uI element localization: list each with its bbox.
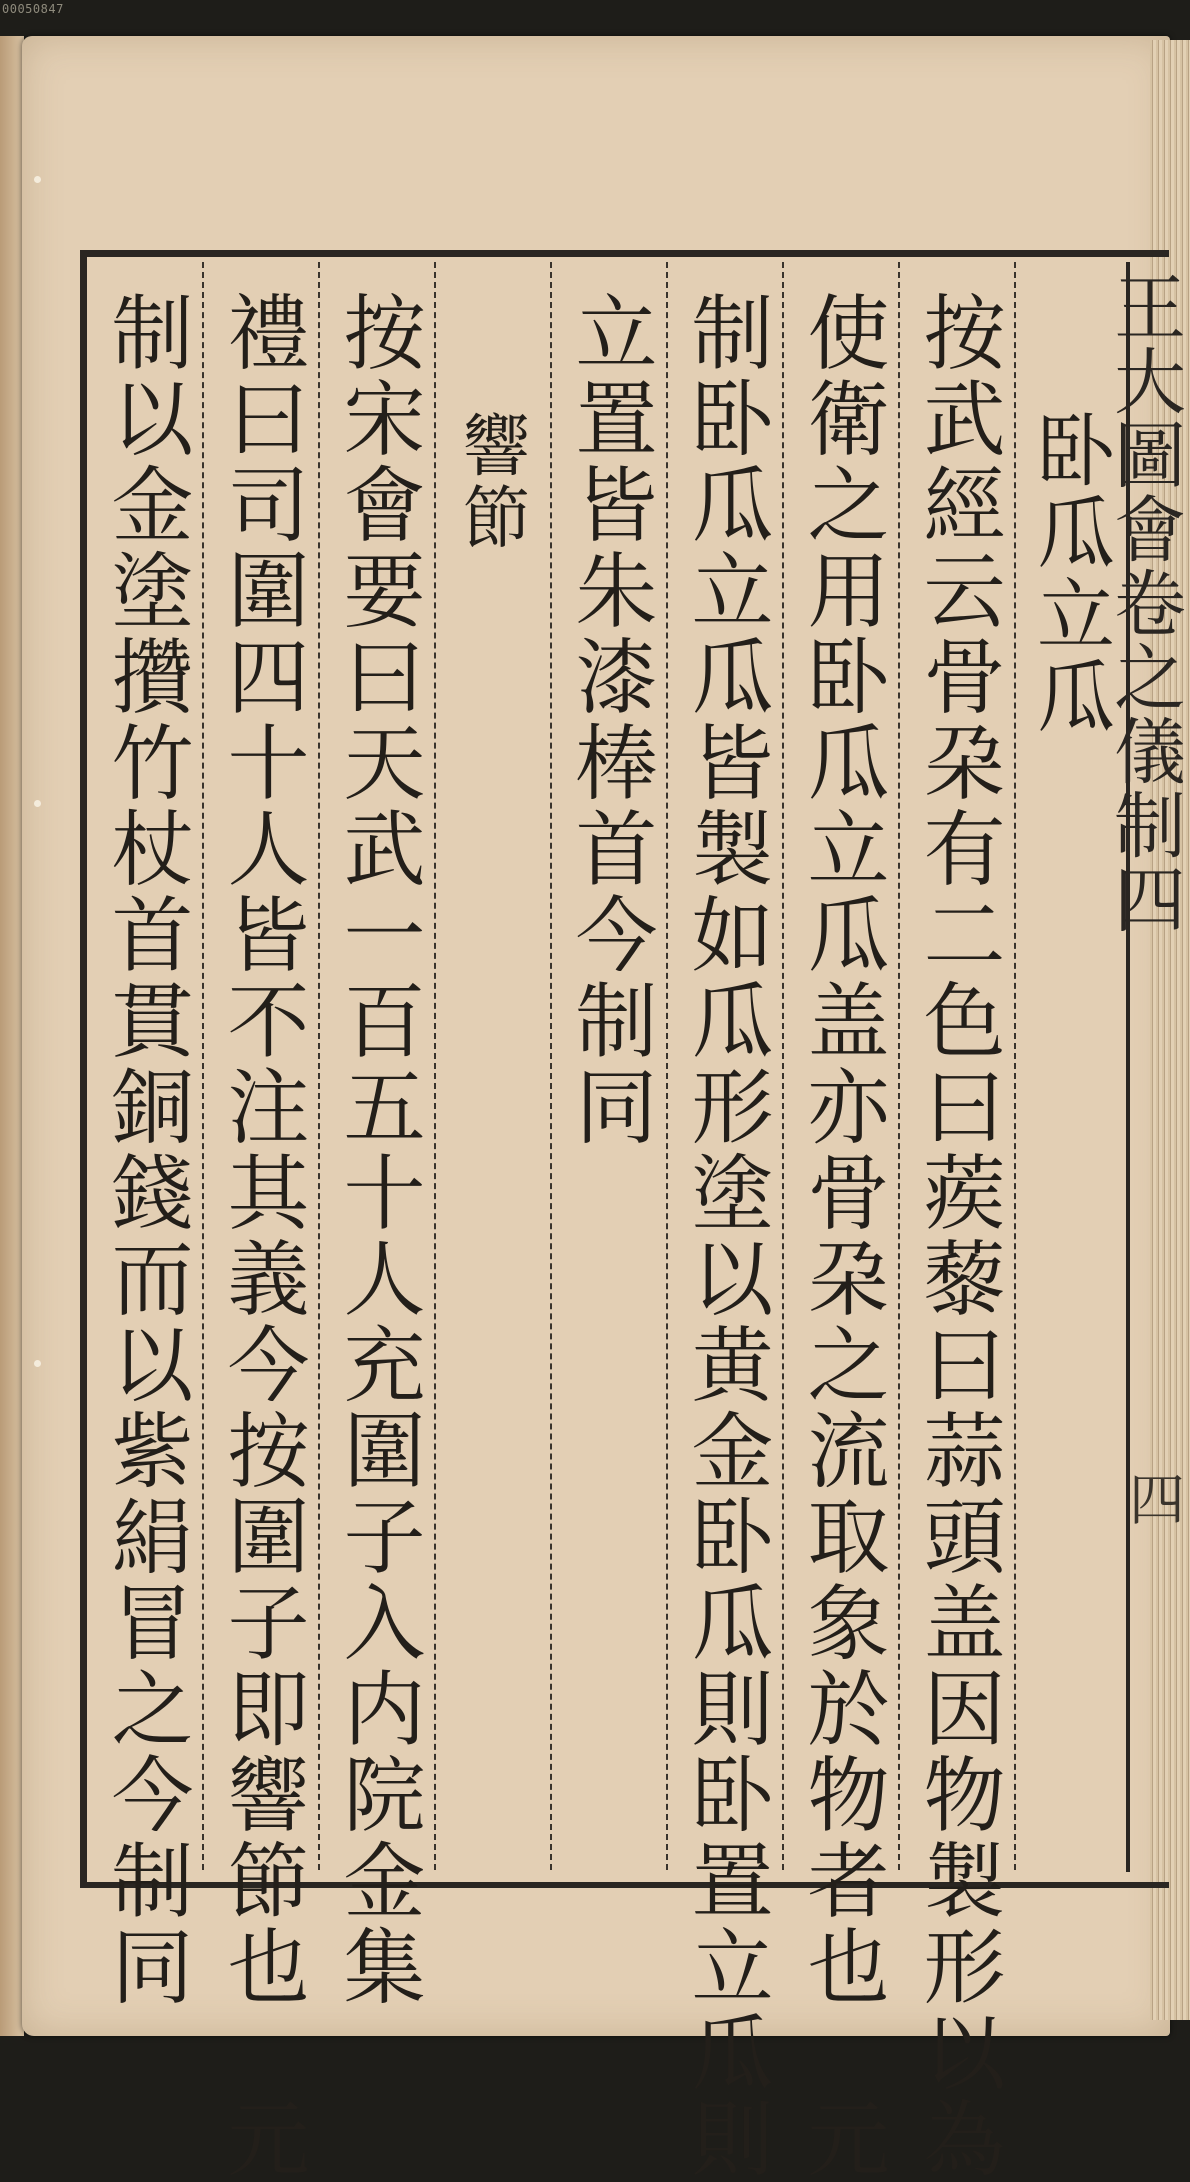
column-rule (1014, 262, 1016, 1870)
left-thick-border (80, 250, 86, 1875)
binding-hole (34, 800, 41, 807)
scan-id-label: 00050847 (2, 2, 64, 16)
column-5-note: 今制同 (562, 892, 657, 1150)
binding-hole (34, 1360, 41, 1367)
column-9-note: 今制同 (98, 1752, 193, 2010)
column-rule (666, 262, 668, 1870)
text-column-8: 禮曰司圍四十人皆不注其義今按圍子即響節也 元 (214, 290, 309, 2182)
text-column-4: 制卧瓜立瓜皆製如瓜形塗以黄金卧瓜則卧置立瓜則 (678, 290, 773, 2182)
running-header: 王大圖會卷之儀制四 (1102, 270, 1186, 936)
column-rule (318, 262, 320, 1870)
text-column-9 (98, 290, 193, 2010)
binding-hole (34, 176, 41, 183)
text-column-6: 響節 (451, 410, 530, 554)
text-column-5 (562, 290, 657, 1150)
text-column-1: 卧瓜立瓜 (1024, 410, 1114, 738)
column-5-main: 立置皆朱漆棒首 (562, 290, 657, 892)
column-rule (782, 262, 784, 1870)
column-7-tail: 金集 (330, 1838, 425, 2010)
column-7-marker: 按 (330, 290, 425, 376)
column-7-main: 宋會要曰天武一百五十人充圍子入内院 (330, 376, 425, 1838)
left-page-edge (0, 36, 24, 2036)
text-column-2: 按武經云骨朶有二色曰蒺藜曰蒜頭盖因物製形以為 (910, 290, 1005, 2182)
column-rule (202, 262, 204, 1870)
column-rule (434, 262, 436, 1870)
column-rule (550, 262, 552, 1870)
column-9-main: 制以金塗攢竹杖首貫銅錢而以紫絹冒之 (98, 290, 193, 1752)
column-rule (898, 262, 900, 1870)
page-number: 四 (1120, 1470, 1185, 1526)
text-column-3: 使衛之用卧瓜立瓜盖亦骨朶之流取象於物者也 元 (794, 290, 889, 2182)
text-column-7 (330, 290, 425, 2010)
